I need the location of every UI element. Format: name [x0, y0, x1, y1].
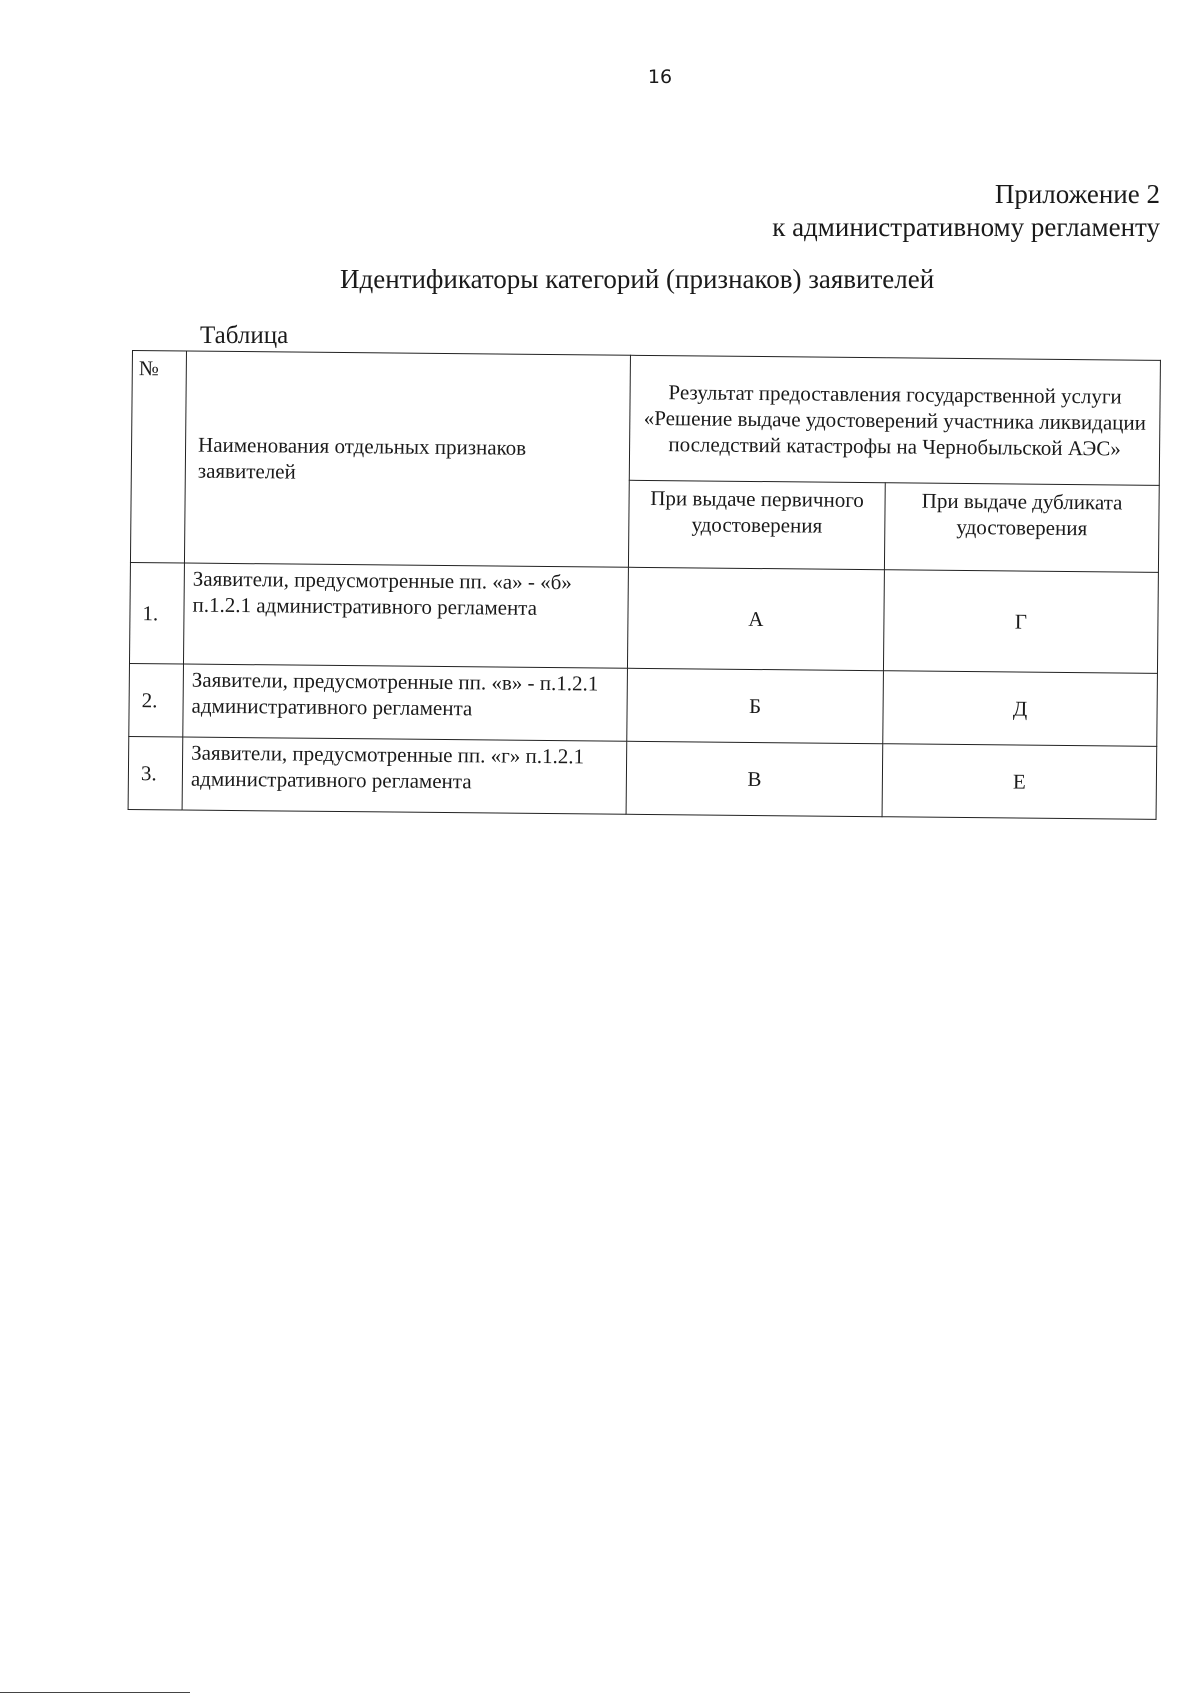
page-number: 16: [647, 66, 673, 88]
row-duplicate-id: Д: [883, 671, 1158, 747]
table-row: [129, 562, 1158, 673]
table-header-row: [131, 351, 1160, 486]
table-row: [128, 736, 1157, 819]
appendix-line-2: к административному регламенту: [772, 212, 1160, 242]
row-name: Заявители, предусмотренные пп. «в» - п.1.2.1 административного регламента: [183, 664, 628, 741]
table-row: [129, 663, 1158, 746]
header-result: Результат предоставления государственной услуги «Решение выдаче удостоверений участника ликвидации последствий катастрофы на Чернобыльской АЭС»: [629, 355, 1160, 485]
header-name: Наименования отдельных признаков заявителей: [184, 351, 630, 567]
header-duplicate-issue: При выдаче дубликата удостоверения: [884, 483, 1159, 573]
table-caption: Таблица: [200, 322, 289, 349]
row-number: 3.: [128, 736, 183, 810]
row-first-id: А: [627, 567, 884, 670]
footer-rule: [0, 1692, 190, 1693]
row-first-id: В: [626, 741, 883, 816]
row-number: 1.: [129, 562, 184, 664]
table-container: [128, 350, 1160, 820]
row-duplicate-id: Г: [883, 570, 1158, 674]
document-title: Идентификаторы категорий (признаков) заявителей: [340, 264, 935, 294]
row-first-id: Б: [627, 668, 884, 743]
header-number: №: [130, 351, 186, 564]
header-first-issue: При выдаче первичного удостоверения: [628, 480, 885, 569]
row-duplicate-id: Е: [882, 744, 1157, 820]
row-name: Заявители, предусмотренные пп. «а» - «б» п.1.2.1 административного регламента: [183, 563, 628, 668]
identifiers-table: [128, 350, 1161, 820]
row-name: Заявители, предусмотренные пп. «г» п.1.2.1 административного регламента: [182, 737, 627, 814]
row-number: 2.: [129, 663, 184, 737]
appendix-header: [772, 178, 1160, 244]
appendix-line-1: Приложение 2: [994, 179, 1160, 209]
